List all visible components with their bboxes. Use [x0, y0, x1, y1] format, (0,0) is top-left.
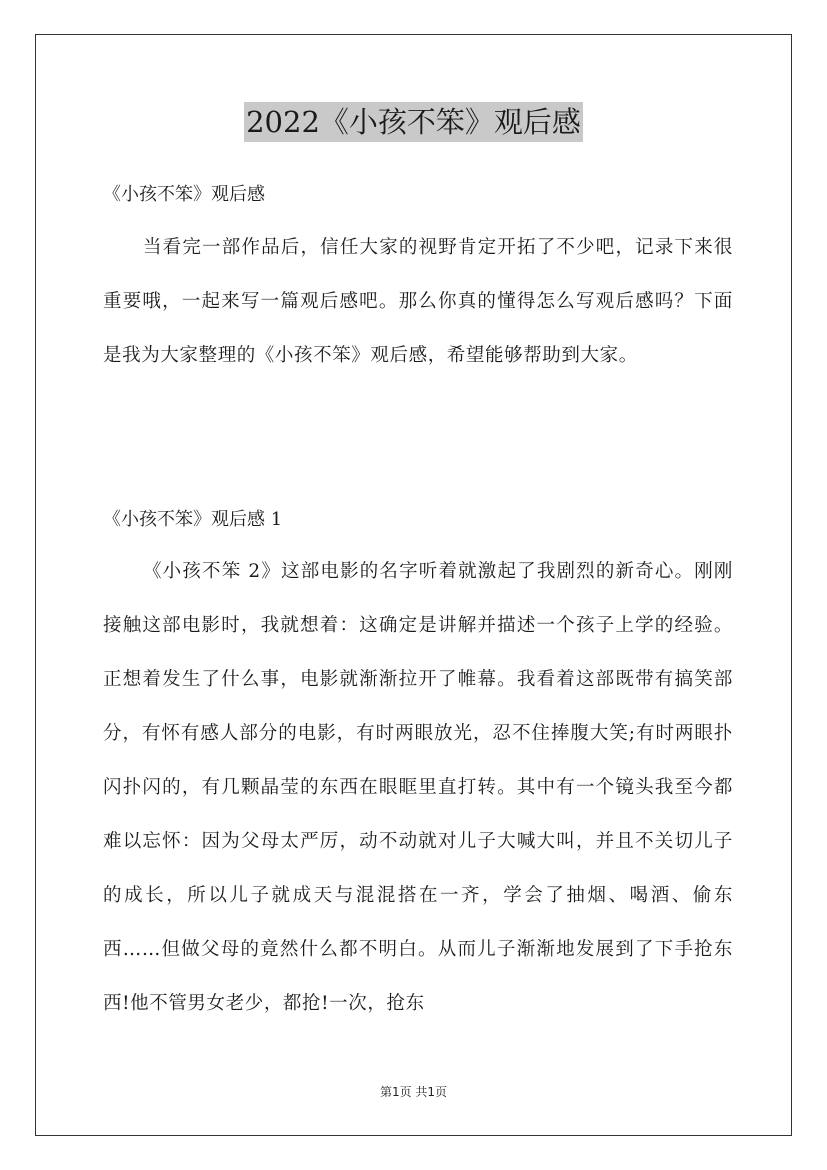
- title-container: [0, 102, 827, 142]
- intro-heading: 《小孩不笨》观后感: [103, 184, 265, 205]
- page-footer: 第1页 共1页: [379, 1085, 448, 1099]
- intro-paragraph: 当看完一部作品后，信任大家的视野肯定开拓了不少吧，记录下来很重要哦，一起来写一篇观后感吧。那么你真的懂得怎么写观后感吗？下面是我为大家整理的《小孩不笨》观后感，希望能够帮助到大家。: [103, 237, 733, 366]
- section-1-heading: 《小孩不笨》观后感 1: [103, 509, 283, 530]
- document-title: 2022《小孩不笨》观后感: [244, 102, 583, 142]
- section-1-paragraph: 《小孩不笨 2》这部电影的名字听着就激起了我剧烈的新奇心。刚刚接触这部电影时，我就想着：这确定是讲解并描述一个孩子上学的经验。正想着发生了什么事，电影就渐渐拉开了帷幕。我看着这部既带有搞笑部分，有怀有感人部分的电影，有时两眼放光，忍不住捧腹大笑;有时两眼扑闪扑闪的，有几颗晶莹的东西在眼眶里直打转。其中有一个镜头我至今都难以忘怀：因为父母太严厉，动不动就对儿子大喊大叫，并且不关切儿子的成长，所以儿子就成天与混混搭在一齐，学会了抽烟、喝酒、偷东西……但做父母的竟然什么都不明白。从而儿子渐渐地发展到了下手抢东西!他不管男女老少，都抢!一次，抢东: [103, 561, 733, 1014]
